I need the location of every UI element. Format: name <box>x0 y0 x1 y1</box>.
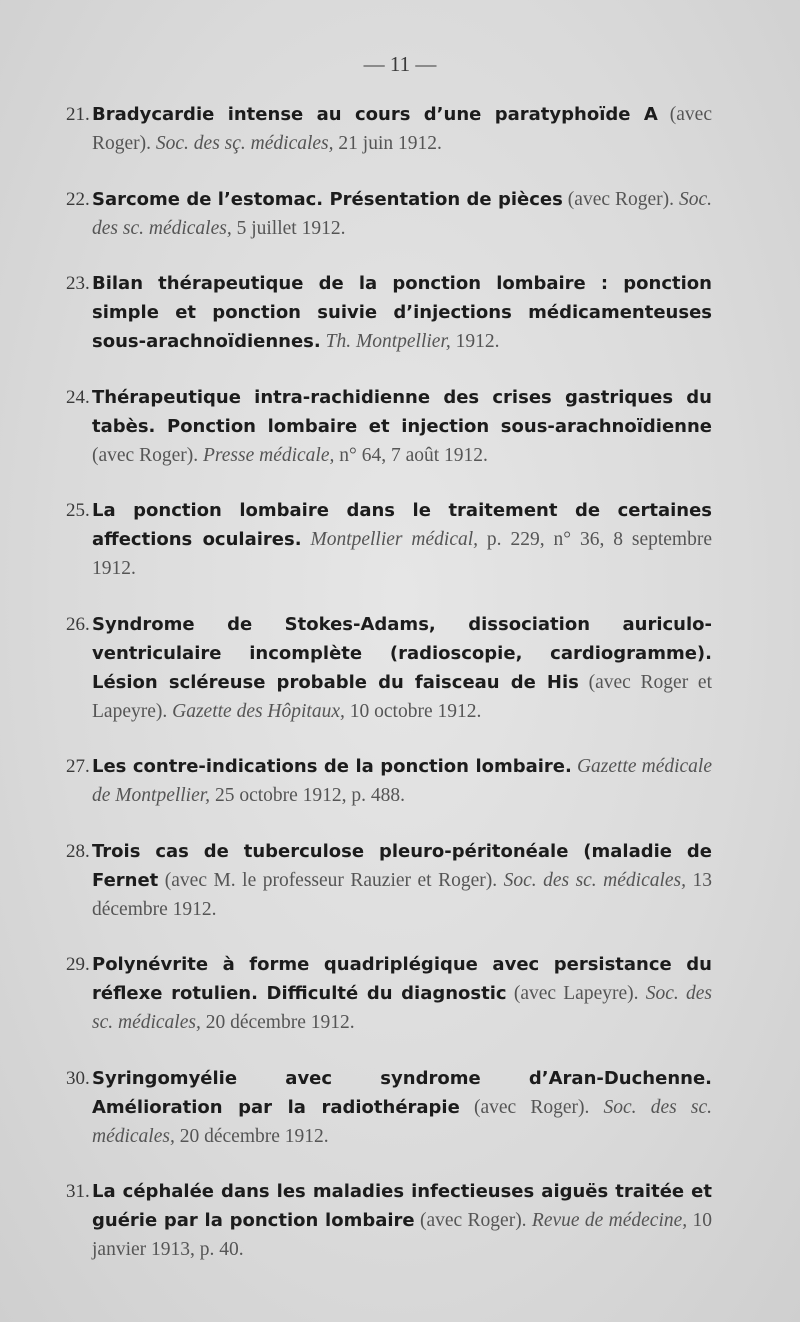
entry-number: 21. <box>66 104 90 125</box>
bibliography-entry-24 <box>66 383 712 470</box>
entry-journal: Soc. des sc. médicales, <box>503 869 687 891</box>
entry-number: 26. <box>66 613 90 635</box>
entry-details: 21 juin 1912. <box>333 133 442 154</box>
entry-details: 10 janvier 1913, p. 40. <box>92 1210 713 1260</box>
entry-coauthors: (avec Roger). <box>562 188 679 210</box>
entry-title: Les contre-indications de la ponction lombaire. <box>92 756 572 777</box>
page-number: — 11 — <box>363 52 437 76</box>
bibliography-entry-26 <box>66 610 712 726</box>
entry-details: 10 octobre 1912. <box>344 700 482 722</box>
entry-number: 23. <box>66 273 90 294</box>
entry-coauthors: (avec Roger). <box>459 1096 604 1118</box>
entry-number: 27. <box>66 756 90 777</box>
entry-coauthors: (avec M. le professeur Rauzier et Roger). <box>158 869 504 891</box>
entry-number: 30. <box>66 1067 90 1089</box>
entry-title: Thérapeutique intra-rachidienne des crises gastriques du tabès. Ponction lombaire et injection sous-arachnoïdienne <box>92 386 712 437</box>
entry-coauthors: (avec Roger). <box>92 444 203 466</box>
bibliography-entry-21 <box>66 100 712 158</box>
entry-journal: Revue de médecine, <box>531 1210 688 1231</box>
bibliography-entry-28 <box>66 837 712 924</box>
entry-number: 22. <box>66 188 90 210</box>
entry-details: 13 décembre 1912. <box>92 869 712 920</box>
entry-details: 5 juillet 1912. <box>231 217 346 239</box>
entry-title: Sarcome de l’estomac. Présentation de pièces <box>92 188 563 210</box>
bibliography-entry-25 <box>66 496 713 583</box>
bibliography-entry-29 <box>66 950 712 1037</box>
entry-details: n° 64, 7 août 1912. <box>334 444 488 466</box>
entry-number: 29. <box>66 954 90 975</box>
entry-coauthors: (avec Roger et Lapeyre). <box>92 671 712 722</box>
bibliography-entry-30 <box>66 1064 712 1151</box>
entry-title: Polynévrite à forme quadriplégique avec persistance du réflexe rotulien. Difficulté du diagnostic <box>92 954 712 1004</box>
entry-journal: Th. Montpellier, <box>325 331 451 352</box>
bibliography-entry-23 <box>66 269 712 356</box>
entry-details: 20 décembre 1912. <box>200 1012 355 1033</box>
entry-journal: Soc. des sc. médicales, <box>92 188 713 239</box>
entry-journal: Gazette des Hôpitaux, <box>172 700 345 722</box>
entry-title: Bilan thérapeutique de la ponction lombaire : ponction simple et ponction suivie d’injections médicamenteuses sous-arachnoïdiennes. <box>92 273 712 352</box>
entry-journal: Soc. des sc. médicales, <box>92 1096 712 1147</box>
entry-journal: Presse médicale, <box>202 444 335 466</box>
entry-title: La ponction lombaire dans le traitement de certaines affections oculaires. <box>92 500 712 550</box>
entry-title: Bradycardie intense au cours d’une paratyphoïde A <box>92 104 658 125</box>
entry-number: 31. <box>66 1181 90 1202</box>
entry-number: 24. <box>66 386 90 408</box>
entry-title: La céphalée dans les maladies infectieuses aiguës traitée et guérie par la ponction lombaire <box>92 1181 712 1231</box>
entry-details: 20 décembre 1912. <box>174 1125 329 1147</box>
entry-details: 25 octobre 1912, p. 488. <box>210 785 406 806</box>
bibliography-entry-22 <box>66 185 713 243</box>
entry-journal: Soc. des sç. médicales, <box>155 133 334 154</box>
entry-journal: Montpellier médical, <box>310 529 479 550</box>
bibliography-list <box>66 100 713 1291</box>
bibliography-entry-31 <box>66 1177 713 1264</box>
entry-details: 1912. <box>450 331 500 352</box>
entry-coauthors: (avec Lapeyre). <box>506 983 646 1004</box>
entry-journal: Soc. des sc. médicales, <box>92 983 712 1033</box>
entry-title: Trois cas de tuberculose pleuro-péritonéale (maladie de Fernet <box>92 840 712 891</box>
bibliography-entry-27 <box>66 752 712 810</box>
entry-title: Syndrome de Stokes-Adams, dissociation auriculo-ventriculaire incomplète (radioscopie, cardiogramme). Lésion scléreuse probable du faisceau de His <box>92 613 712 693</box>
entry-coauthors: (avec Roger). <box>414 1210 532 1231</box>
entry-coauthors: (avec Roger). <box>92 104 712 154</box>
entry-number: 25. <box>66 500 90 521</box>
entry-title: Syringomyélie avec syndrome d’Aran-Duchenne. Amélioration par la radiothérapie <box>92 1067 712 1118</box>
entry-details: p. 229, n° 36, 8 septembre 1912. <box>92 529 713 579</box>
entry-number: 28. <box>66 840 90 862</box>
entry-journal: Gazette médicale de Montpellier, <box>92 756 712 806</box>
